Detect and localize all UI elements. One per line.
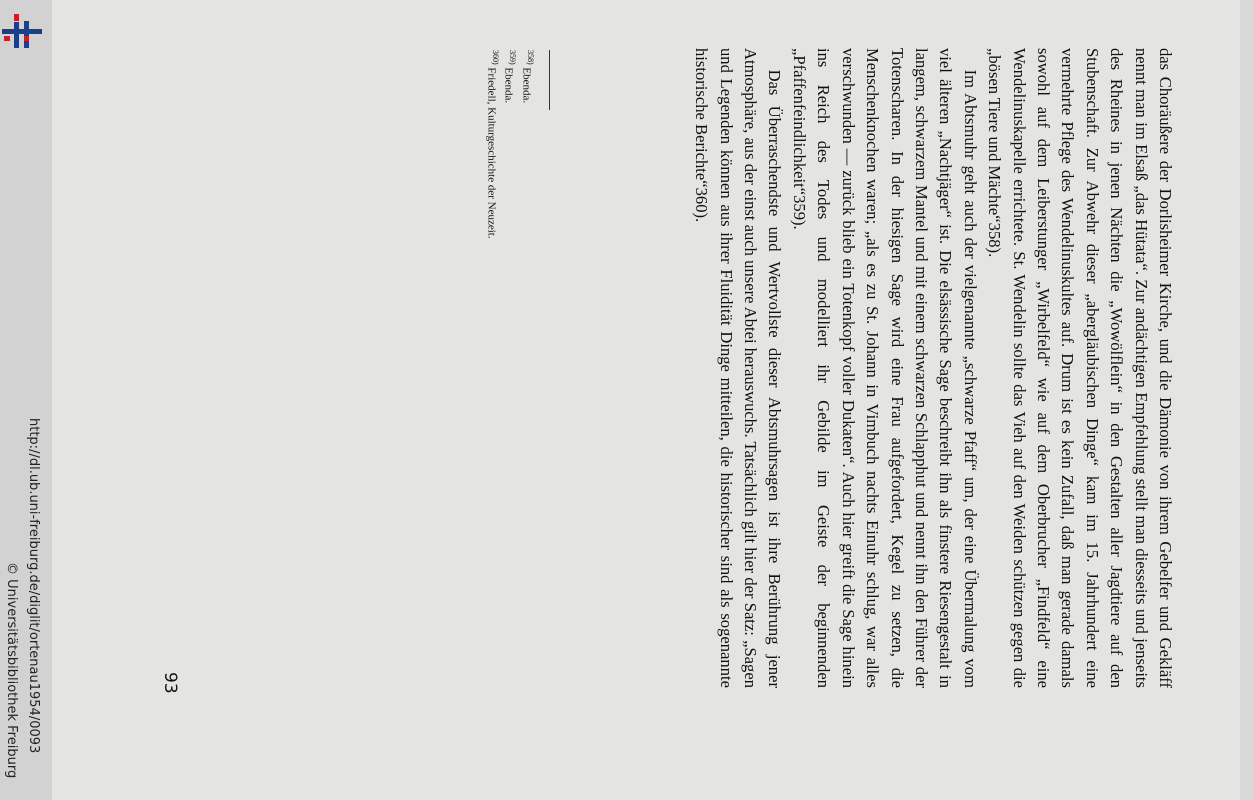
footnote-358 xyxy=(519,50,537,690)
body-text xyxy=(577,48,1177,688)
paragraph-3: Das Überraschendste und Wertvollste dieser Abtsmuhrsagen ist ihre Berührung jener Atmosphäre, aus der einst auch unsere Abtei herauswuchs. Tatsächlich gilt hier der Satz: „Sagen und Legenden können aus ihrer Fluidität Dinge mitteilen, die historischer sind als sogenannte historische Berichte“360). xyxy=(692,48,785,688)
footnote-360 xyxy=(484,50,502,690)
viewer-right-edge xyxy=(1240,0,1253,800)
paragraph-2: Im Abtsmuhr geht auch der vielgenannte „schwarze Pfaff“ um, der eine Übermalung vom viel älteren „Nachtjäger“ ist. Die elsässische Sage beschreibt ihn als finstere Riesengestalt in langem, schwarzem Mantel und mit einem schwarzen Schlapphut und nennt ihn den Führer der Totenscharen. In der hiesigen Sage wird eine Frau aufgefordert, Kegel zu setzen, die Menschenknochen waren; „als es zu St. Johann in Vimbuch nachts Einuhr schlug, war alles verschwunden — zurück blieb ein Totenkopf voller Dukaten“. Auch hier greift die Sage hinein ins Reich des Todes und modelliert ihr Gebilde im Geiste der beginnenden „Pfaffenfeindlichkeit“359). xyxy=(789,48,980,688)
footnote-number: 358) xyxy=(526,50,535,65)
footnote-divider xyxy=(549,50,550,110)
university-library-logo-icon xyxy=(2,12,44,50)
footnote-number: 359) xyxy=(508,50,518,65)
footnote-text: Ebenda. xyxy=(520,67,533,104)
source-url[interactable]: http://dl.ub.uni-freiburg.de/diglit/ortenau1954/0093 xyxy=(26,418,41,754)
viewer-sidebar xyxy=(0,0,52,800)
copyright-notice: © Universitätsbibliothek Freiburg xyxy=(4,562,19,779)
footnote-text: Ebenda. xyxy=(502,67,515,104)
footnotes xyxy=(485,50,550,690)
scanned-page xyxy=(52,0,1240,800)
footnote-359 xyxy=(502,50,520,690)
page-number: 93 xyxy=(160,672,180,694)
paragraph-1: das Choräußere der Dorlisheimer Kirche, und die Dämonie von ihrem Gebelfer und Gekläff nennt man im Elsaß „das Hütata“. Zur andächtigen Empfehlung stellt man diesseits und jenseits des Rheines in jenen Nächten die „Wowölflein“ in den Gestalten aller Jagdtiere auf den Stubenschaft. Zur Abwehr dieser „abergläubischen Dinge“ kam im 15. Jahrhundert eine vermehrte Pflege des Wendelinuskultes auf. Drum ist es kein Zufall, daß man gerade damals sowohl auf dem Leiberstunger „Wirbelfeld“ wie auf dem Oberbrucher „Findfeld“ eine Wendelinuskapelle errichtete. St. Wendelin sollte das Vieh auf den Weiden schützen gegen die „bösen Tiere und Mächte“358). xyxy=(985,48,1175,688)
footnote-number: 360) xyxy=(490,50,500,65)
footnote-text: Friedell, Kulturgeschichte der Neuzeit. xyxy=(485,67,498,239)
